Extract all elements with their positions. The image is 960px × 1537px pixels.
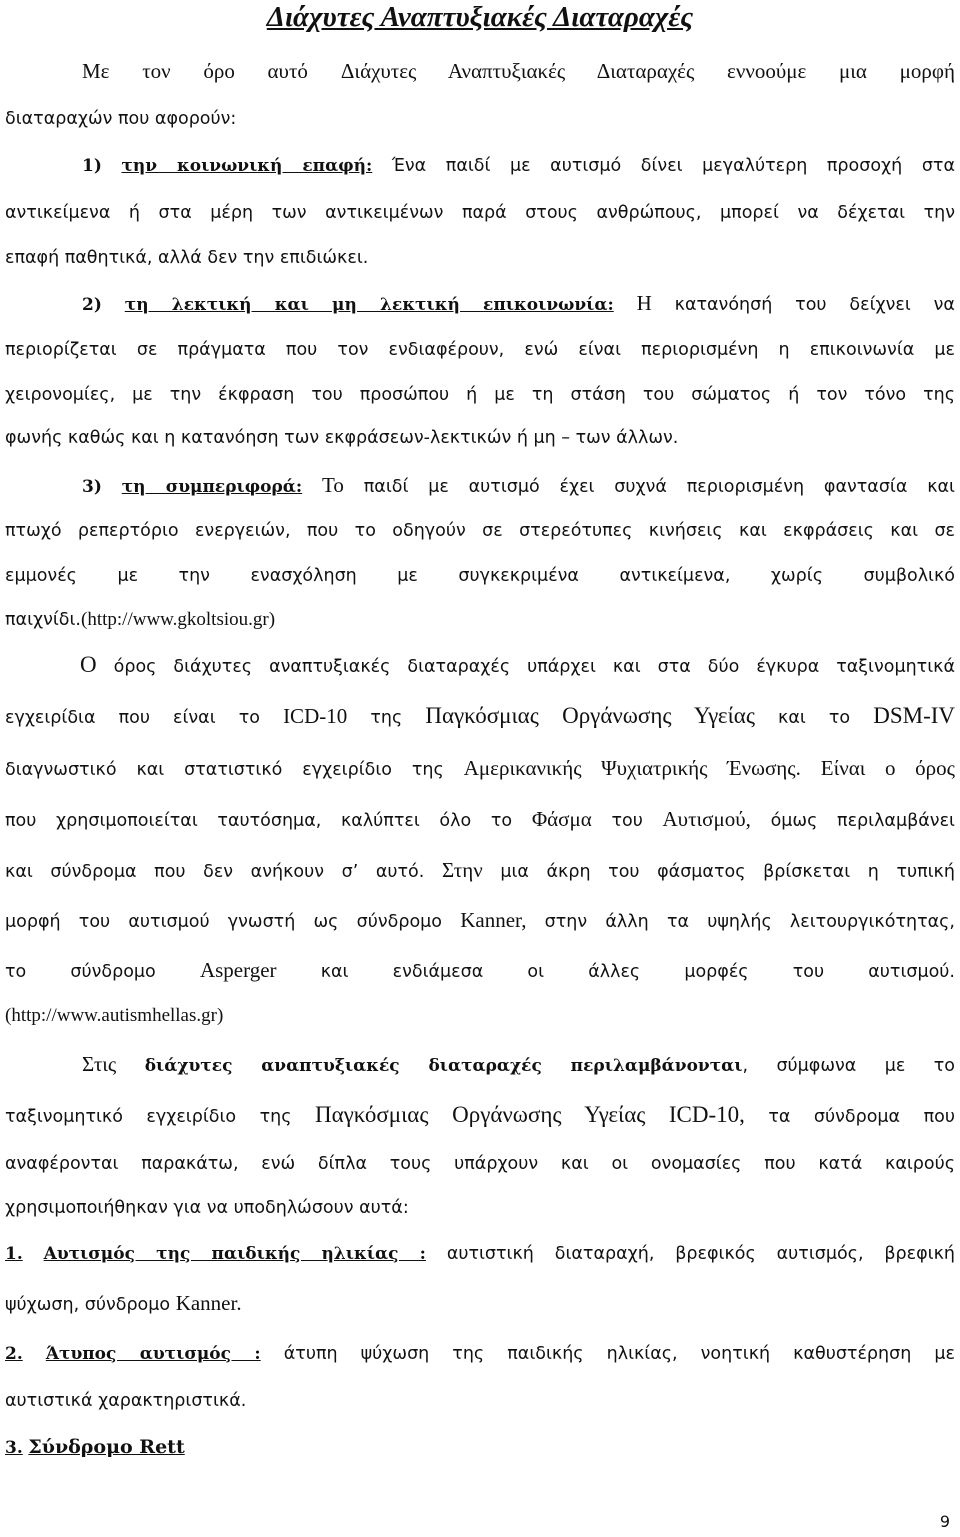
intro-line-1 [82, 58, 955, 86]
para3-l2-d: τα σύνδρομα που [768, 1107, 955, 1127]
para2-l7-c: και ενδιάμεσα οι άλλες μορφές του αυτισμού. [320, 962, 955, 982]
para2-l2-icd: ICD-10 [283, 704, 348, 728]
item3-number: 3) [82, 477, 102, 497]
para2-l2-who: Παγκόσμιας Οργάνωσης Υγείας [425, 703, 755, 728]
para2-l2-e: και το [778, 708, 851, 728]
para2-l4-a: που χρησιμοποιείται ταυτόσημα, καλύπτει όλο το [5, 811, 513, 831]
item2-line-3: χειρονομίες, με την έκφραση του προσώπου ή με τη στάση του σώματος ή τον τόνο της [5, 385, 955, 405]
para3-l1-a: Στις [82, 1052, 117, 1076]
para2-text-a: Ο [80, 652, 97, 677]
list-item-2-line-2: αυτιστικά χαρακτηριστικά. [5, 1391, 247, 1411]
para2-line-1 [80, 652, 955, 680]
para2-l5-a: και σύνδρομα που δεν ανήκουν σ’ αυτό. [5, 862, 425, 882]
list-item-3-line-1 [5, 1434, 955, 1461]
item1-number: 1) [82, 156, 102, 176]
item3-line-4 [5, 607, 955, 633]
para3-l2-who: Παγκόσμιας Οργάνωσης Υγείας [314, 1102, 646, 1127]
source-link-gkoltsiou: (http://www.gkoltsiou.gr) [81, 609, 276, 630]
para2-l4-b: Φάσμα [531, 807, 592, 831]
para2-line-7 [5, 957, 955, 985]
list-item-2-text: άτυπη ψύχωση της παιδικής ηλικίας, νοητική καθυστέρηση με [283, 1344, 955, 1364]
item3-heading: τη συμπεριφορά: [121, 477, 303, 497]
para3-l2-icd: ICD-10, [668, 1102, 745, 1127]
item1-text: Ένα παιδί με αυτισμό δίνει μεγαλύτερη προσοχή στα [391, 156, 955, 176]
list-item-2-line-1 [5, 1341, 955, 1367]
item2-line-1 [82, 290, 955, 318]
para2-l6-a: μορφή του αυτισμού γνωστή ως σύνδρομο [5, 912, 443, 932]
para3-line-2 [5, 1102, 955, 1130]
para2-l7-a: το σύνδρομο [5, 962, 156, 982]
list-item-2-heading: Άτυπος αυτισμός : [45, 1344, 261, 1364]
para2-l2-dsm: DSM-IV [873, 703, 955, 728]
item3-line-2: πτωχό ρεπερτόριο ενεργειών, που το οδηγούν σε στερεότυπες κινήσεις και εκφράσεις και σε [5, 521, 955, 541]
para2-line-2 [5, 703, 955, 731]
para2-l3-a: διαγνωστικό και στατιστικό εγχειρίδιο της [5, 760, 444, 780]
list-item-1-heading: Αυτισμός της παιδικής ηλικίας : [43, 1244, 426, 1264]
intro-text-b: Διάχυτες Αναπτυξιακές Διαταραχές εννοούμε μια μορφή [340, 59, 955, 83]
item2-text-a: Η [636, 291, 652, 315]
source-link-autismhellas: (http://www.autismhellas.gr) [5, 1005, 224, 1026]
item3-text-b: παιδί με αυτισμό έχει συχνά περιορισμένη φαντασία και [363, 477, 955, 497]
para2-l7-asperger: Asperger [199, 958, 277, 982]
item3-line-3: εμμονές με την ενασχόληση με συγκεκριμένα αντικείμενα, χωρίς συμβολικό [5, 566, 955, 586]
para2-l5-c: μια άκρη του φάσματος βρίσκεται η τυπική [500, 862, 955, 882]
item3-line-1 [82, 472, 955, 500]
list-item-1-text-2: ψύχωση, σύνδρομο [5, 1295, 171, 1315]
para3-l1-c: , σύμφωνα με το [742, 1056, 955, 1076]
intro-text-a: Με τον όρο αυτό [82, 59, 308, 83]
list-item-2-number: 2. [5, 1344, 23, 1364]
item3-text-a: Το [322, 473, 344, 497]
para2-l4-d: Αυτισμού, [662, 807, 751, 831]
para3-line-1 [82, 1051, 955, 1079]
para2-l2-a: εγχειρίδια που είναι το [5, 708, 260, 728]
list-item-1-line-1 [5, 1241, 955, 1267]
para2-l6-kanner: Kanner, [460, 908, 527, 932]
list-item-1-text: αυτιστική διαταραχή, βρεφικός αυτισμός, βρεφική [446, 1244, 955, 1264]
para3-l1-bold: διάχυτες αναπτυξιακές διαταραχές περιλαμβάνονται [144, 1056, 743, 1076]
item3-text-end: παιχνίδι. [5, 610, 81, 630]
list-item-1-number: 1. [5, 1244, 23, 1264]
item2-line-2: περιορίζεται σε πράγματα που τον ενδιαφέρουν, ενώ είναι περιορισμένη η επικοινωνία με [5, 340, 955, 360]
item1-line-3: επαφή παθητικά, αλλά δεν την επιδιώκει. [5, 248, 369, 268]
list-item-1-kanner: Kanner. [175, 1291, 242, 1315]
intro-line-2: διαταραχών που αφορούν: [5, 109, 237, 129]
item1-line-2: αντικείμενα ή στα μέρη των αντικειμένων παρά στους ανθρώπους, μπορεί να δέχεται την [5, 203, 955, 223]
page-number: 9 [939, 1512, 950, 1531]
para3-line-3: αναφέρονται παρακάτω, ενώ δίπλα τους υπάρχουν και οι ονομασίες που κατά καιρούς [5, 1154, 955, 1174]
para2-l5-b: Στην [441, 858, 483, 882]
para2-line-6 [5, 907, 955, 935]
para2-text-b: όρος διάχυτες αναπτυξιακές διαταραχές υπάρχει και στα δύο έγκυρα ταξινομητικά [113, 657, 955, 677]
para2-line-5 [5, 857, 955, 885]
para2-l4-c: του [611, 811, 643, 831]
para2-l6-c: στην άλλη τα υψηλής λειτουργικότητας, [544, 912, 955, 932]
item1-line-1 [82, 153, 955, 179]
list-item-3-heading: Σύνδρομο Rett [28, 1436, 185, 1458]
item2-line-4: φωνής καθώς και η κατανόηση των εκφράσεων-λεκτικών ή μη – των άλλων. [5, 428, 679, 448]
para2-line-4 [5, 806, 955, 834]
para2-l2-c: της [370, 708, 403, 728]
item2-text-b: κατανόησή του δείχνει να [674, 295, 955, 315]
item2-heading: τη λεκτική και μη λεκτική επικοινωνία: [124, 295, 614, 315]
item1-heading: την κοινωνική επαφή: [121, 156, 373, 176]
para2-l3-c: Είναι ο όρος [820, 756, 955, 780]
item2-number: 2) [82, 295, 102, 315]
list-item-3-number: 3. [5, 1438, 23, 1458]
list-item-1-line-2 [5, 1290, 955, 1318]
para2-l3-apa: Αμερικανικής Ψυχιατρικής Ένωσης. [463, 756, 801, 780]
para3-l2-a: ταξινομητικό εγχειρίδιο της [5, 1107, 292, 1127]
para2-l4-e: όμως περιλαμβάνει [770, 811, 955, 831]
para2-line-3 [5, 755, 955, 783]
page-title: Διάχυτες Αναπτυξιακές Διαταραχές [266, 1, 694, 33]
para3-line-4: χρησιμοποιήθηκαν για να υποδηλώσουν αυτά: [5, 1198, 409, 1218]
